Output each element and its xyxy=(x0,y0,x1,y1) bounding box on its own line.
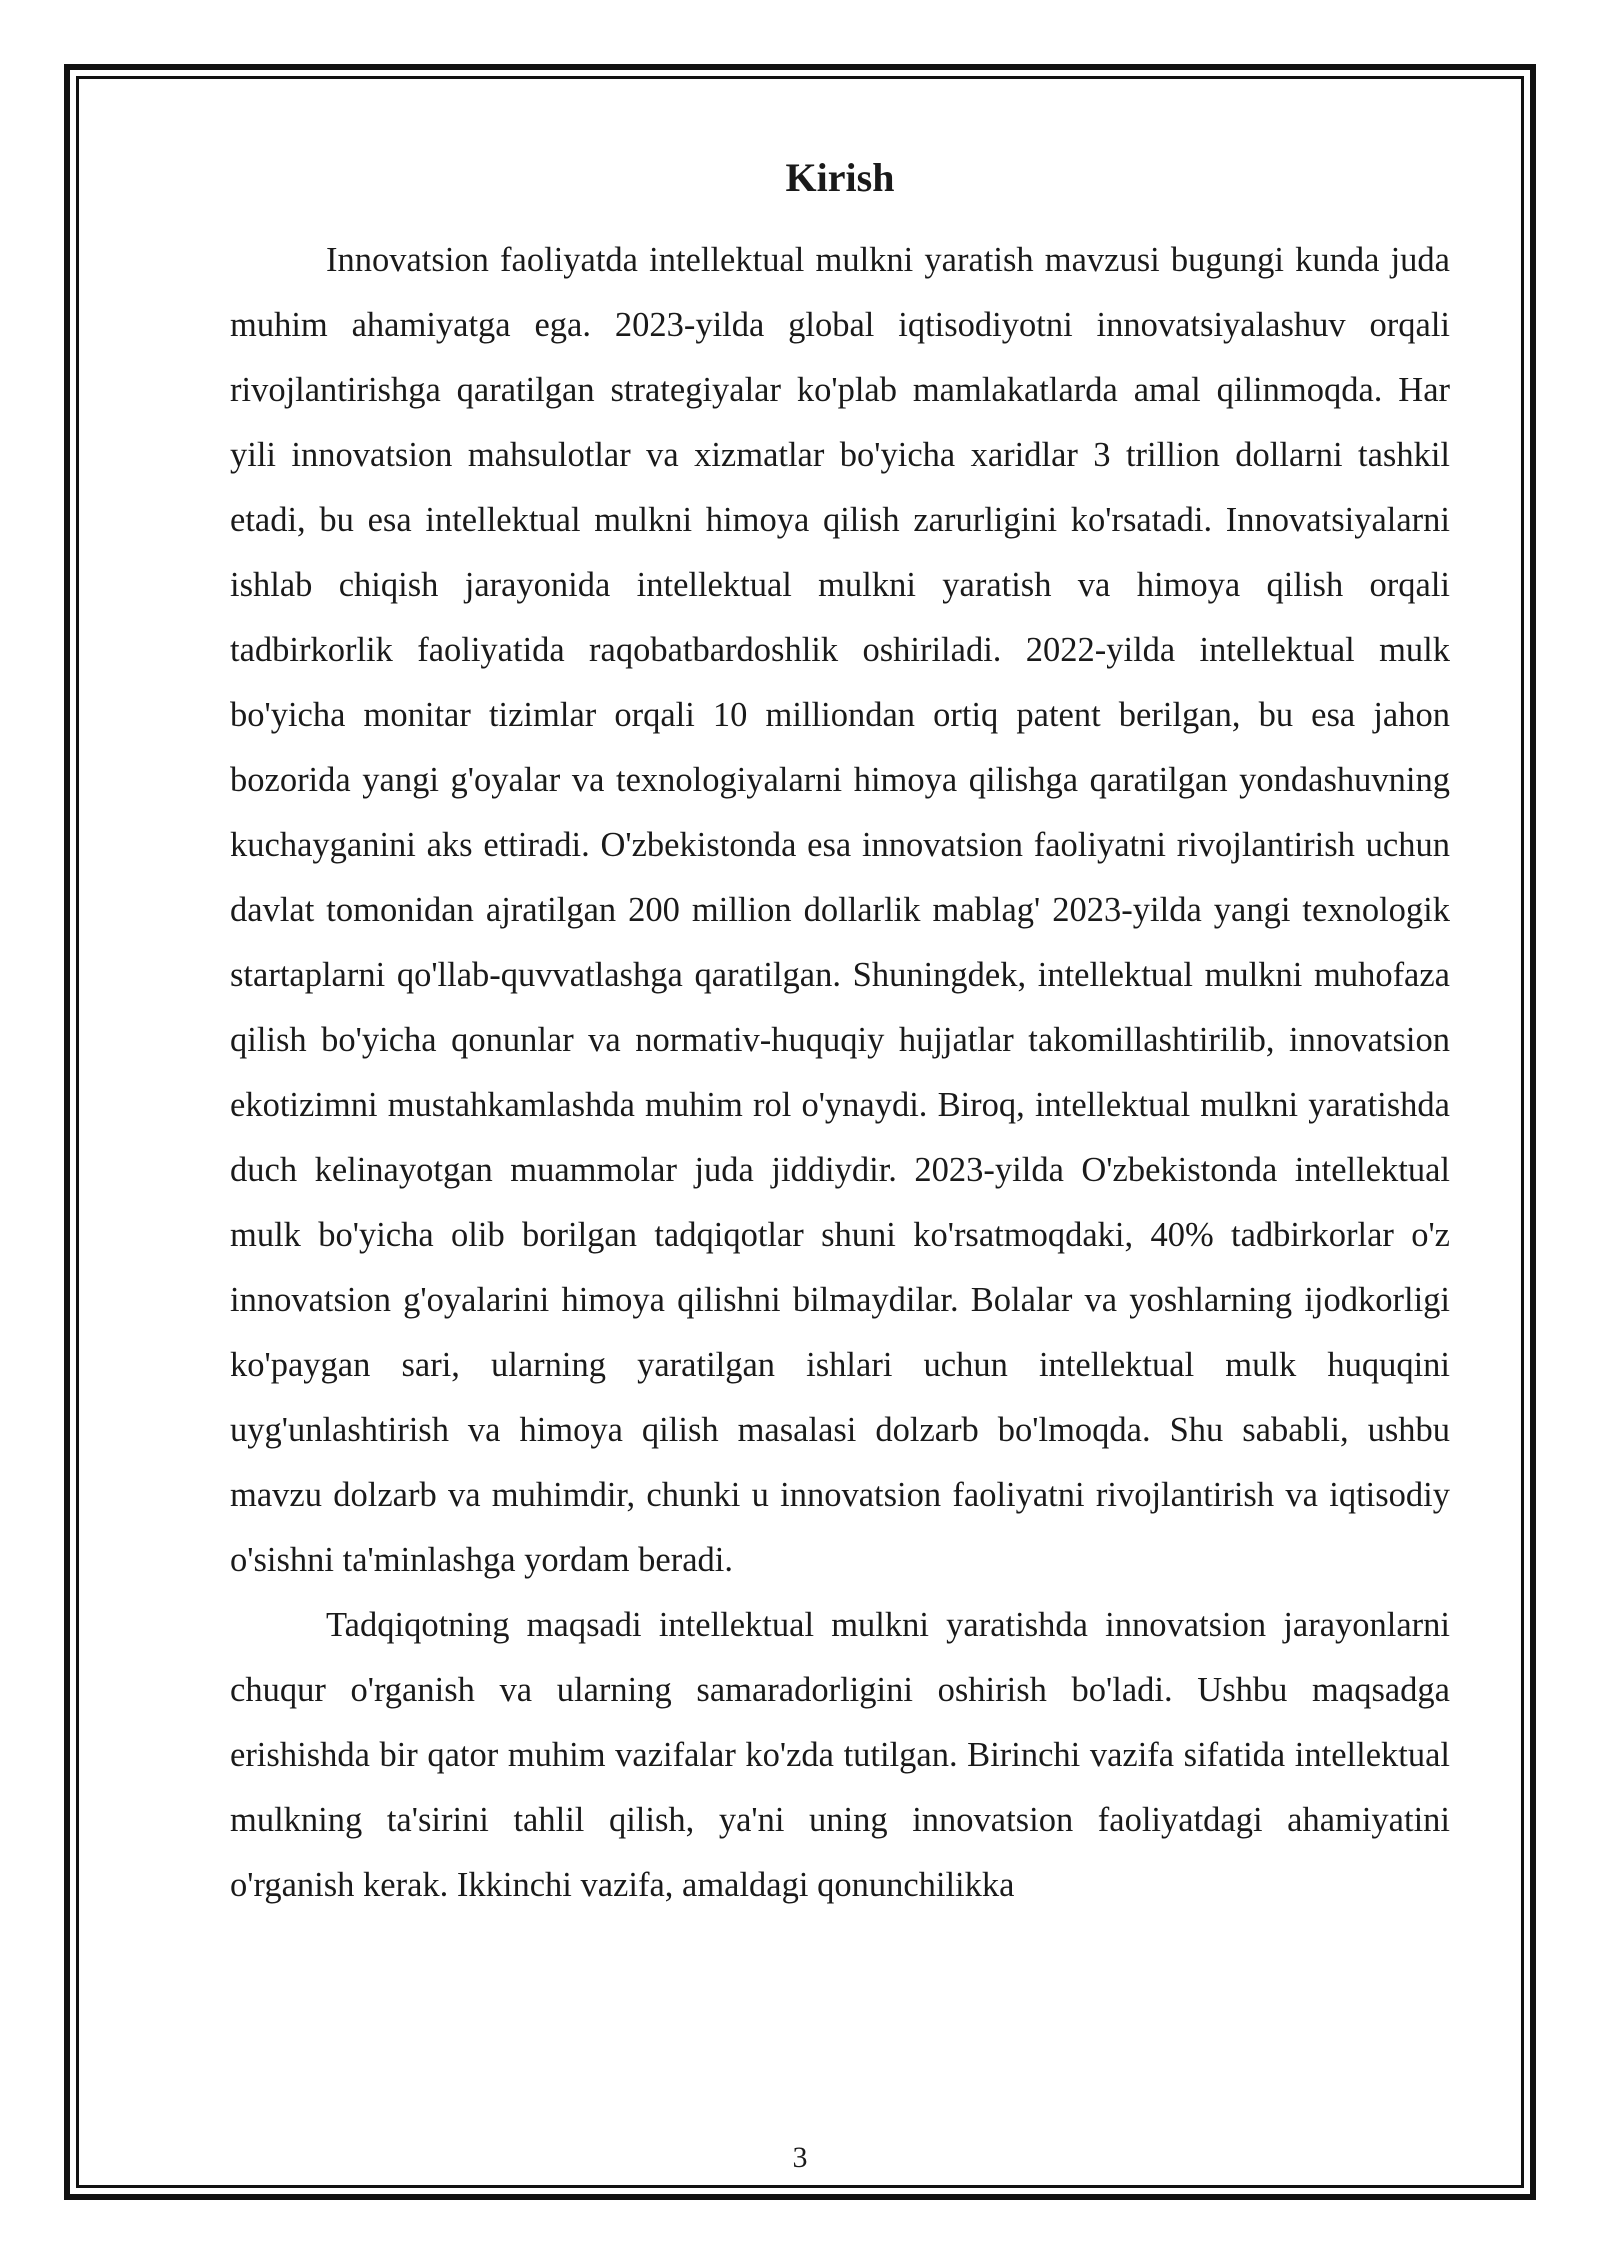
paragraph-research-goal: Tadqiqotning maqsadi intellektual mulkni yaratishda innovatsion jarayonlarni chuqur o'rganish va ularning samaradorligini oshirish bo'ladi. Ushbu maqsadga erishishda bir qator muhim vazifalar ko'zda tutilgan. Birinchi vazifa sifatida intellektual mulkning ta'sirini tahlil qilish, ya'ni uning innovatsion faoliyatdagi ahamiyatini o'rganish kerak. Ikkinchi vazifa, amaldagi qonunchilikka xyxy=(230,1606,1450,1904)
page-content xyxy=(230,150,1450,1918)
paragraph-introduction: Innovatsion faoliyatda intellektual mulkni yaratish mavzusi bugungi kunda juda muhim ahamiyatga ega. 2023-yilda global iqtisodiyotni innovatsiyalashuv orqali rivojlantirishga qaratilgan strategiyalar ko'plab mamlakatlarda amal qilinmoqda. Har yili innovatsion mahsulotlar va xizmatlar bo'yicha xaridlar 3 trillion dollarni tashkil etadi, bu esa intellektual mulkni himoya qilish zarurligini ko'rsatadi. Innovatsiyalarni ishlab chiqish jarayonida intellektual mulkni yaratish va himoya qilish orqali tadbirkorlik faoliyatida raqobatbardoshlik oshiriladi. 2022-yilda intellektual mulk bo'yicha monitar tizimlar orqali 10 milliondan ortiq patent berilgan, bu esa jahon bozorida yangi g'oyalar va texnologiyalarni himoya qilishga qaratilgan yondashuvning kuchayganini aks ettiradi. O'zbekistonda esa innovatsion faoliyatni rivojlantirish uchun davlat tomonidan ajratilgan 200 million dollarlik mablag' 2023-yilda yangi texnologik startaplarni qo'llab-quvvatlashga qaratilgan. Shuningdek, intellektual mulkni muhofaza qilish bo'yicha qonunlar va normativ-huquqiy hujjatlar takomillashtirilib, innovatsion ekotizimni mustahkamlashda muhim rol o'ynaydi. Biroq, intellektual mulkni yaratishda duch kelinayotgan muammolar juda jiddiydir. 2023-yilda O'zbekistonda intellektual mulk bo'yicha olib borilgan tadqiqotlar shuni ko'rsatmoqdaki, 40% tadbirkorlar o'z innovatsion g'oyalarini himoya qilishni bilmaydilar. Bolalar va yoshlarning ijodkorligi ko'paygan sari, ularning yaratilgan ishlari uchun intellektual mulk huquqini uyg'unlashtirish va himoya qilish masalasi dolzarb bo'lmoqda. Shu sababli, ushbu mavzu dolzarb va muhimdir, chunki u innovatsion faoliyatni rivojlantirish va iqtisodiy o'sishni ta'minlashga yordam beradi. xyxy=(230,241,1450,1579)
page-number: 3 xyxy=(792,2141,808,2174)
section-title: Kirish xyxy=(785,155,895,200)
